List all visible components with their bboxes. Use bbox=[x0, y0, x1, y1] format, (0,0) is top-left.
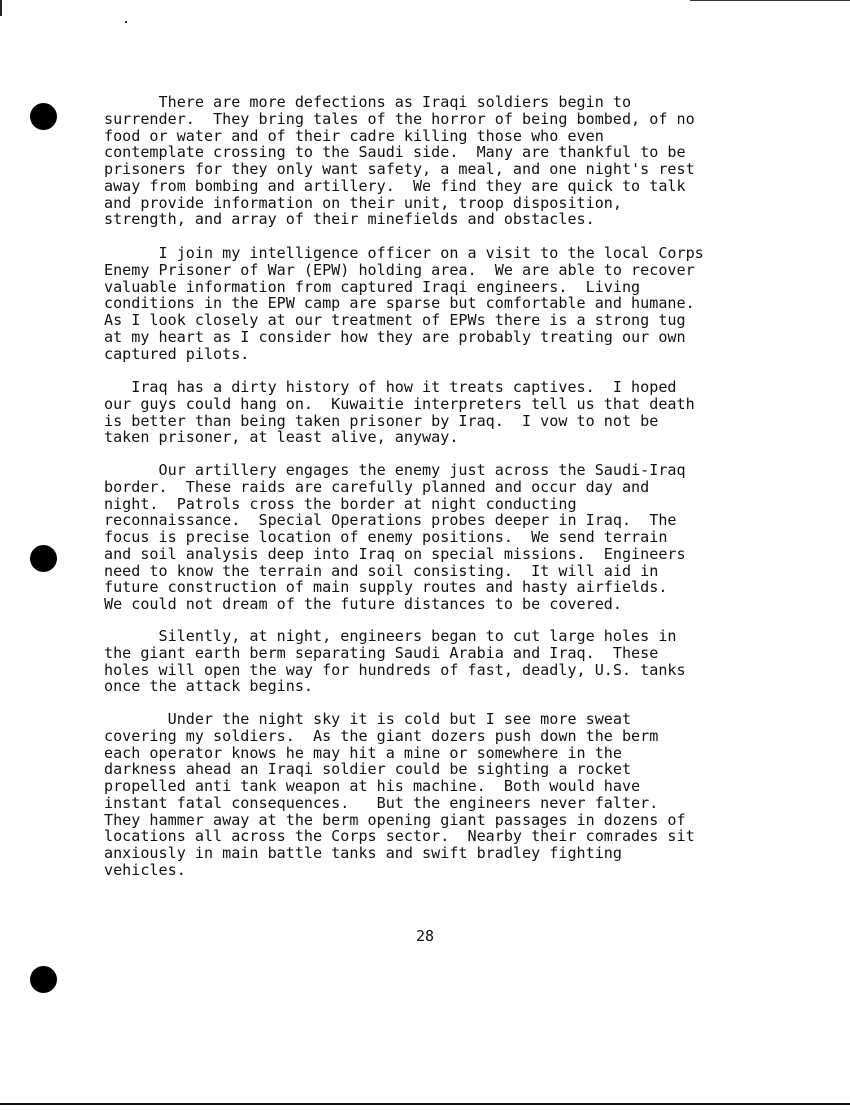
paragraph-night-sky: Under the night sky it is cold but I see more sweat covering my soldiers. As the giant dozers push down the berm each operator knows he may hit a mine or somewhere in the darkness ahead an Iraqi soldier could be sighting a rocket propelled anti tank weapon at his machine. Both would have instant fatal consequences. But the engineers never falter. They hammer away at the berm opening giant passages in dozens of locations all across the Corps sector. Nearby their comrades sit anxiously in main battle tanks and swift bradley fighting vehicles. bbox=[104, 710, 695, 879]
paragraph-epw-visit: I join my intelligence officer on a visit to the local Corps Enemy Prisoner of War (EPW) holding area. We are able to recover valuable information from captured Iraqi engineers. Living conditions in the EPW camp are sparse but comfortable and humane. As I look closely at our treatment of EPWs there is a strong tug at my heart as I consider how they are probably treating our own captured pilots. bbox=[104, 244, 704, 363]
paragraph-artillery: Our artillery engages the enemy just across the Saudi-Iraq border. These raids are carefully planned and occur day and night. Patrols cross the border at night conducting reconnaissance. Special Operations probes deeper in Iraq. The focus is precise location of enemy positions. We send terrain and soil analysis deep into Iraq on special missions. Engineers need to know the terrain and soil consisting. It will aid in future construction of main supply routes and hasty airfields. We could not dream of the future distances to be covered. bbox=[104, 461, 686, 613]
paragraph-captives: Iraq has a dirty history of how it treats captives. I hoped our guys could hang on. Kuwaitie interpreters tell us that death is better than being taken prisoner by Iraq. I vow to not be taken prisoner, at least alive, anyway. bbox=[104, 378, 695, 447]
punch-hole-top bbox=[30, 103, 57, 130]
page-number: 28 bbox=[415, 927, 435, 945]
scan-speck bbox=[125, 21, 127, 23]
paragraph-defections: There are more defections as Iraqi soldiers begin to surrender. They bring tales of the horror of being bombed, of no food or water and of their cadre killing those who even contemplate crossing to the Saudi side. Many are thankful to be prisoners for they only want safety, a meal, and one night's rest away from bombing and artillery. We find they are quick to talk and provide information on their unit, troop disposition, strength, and array of their minefields and obstacles. bbox=[104, 93, 695, 229]
scan-edge-bottom bbox=[0, 1103, 850, 1105]
scan-edge-top bbox=[690, 0, 850, 1]
punch-hole-bottom bbox=[30, 966, 57, 993]
scan-edge-left bbox=[0, 0, 2, 16]
paragraph-berm-holes: Silently, at night, engineers began to cut large holes in the giant earth berm separating Saudi Arabia and Iraq. These holes will open the way for hundreds of fast, deadly, U.S. tanks once the attack begins. bbox=[104, 627, 686, 696]
punch-hole-middle bbox=[30, 545, 57, 572]
